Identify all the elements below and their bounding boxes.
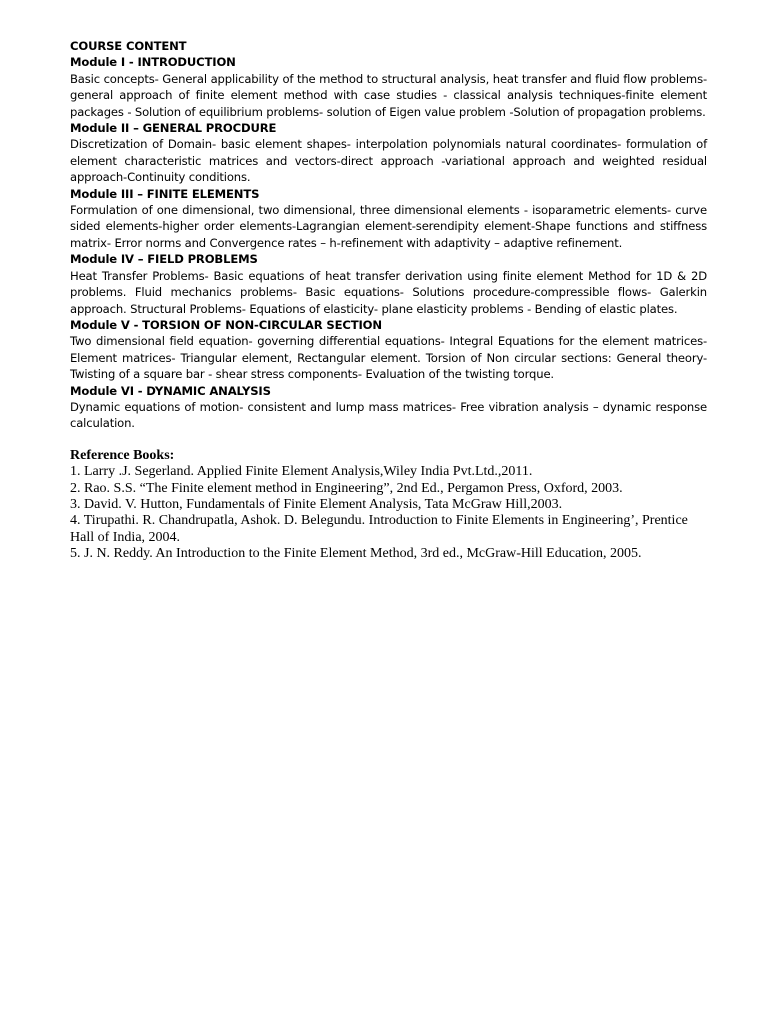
module-1-body: Basic concepts- General applicability of the method to structural analysis, heat transfer and fluid flow problems- general approach of finite element method with case studies - classical analysis techniques-finite element packages - Solution of equilibrium problems- solution of Eigen value problem -Solution of propagation problems. [70,71,707,119]
module-4 [70,251,707,317]
module-2-heading: Module II – GENERAL PROCDURE [70,121,277,136]
module-6-heading: Module VI - DYNAMIC ANALYSIS [70,383,271,398]
reference-item-4: 4. Tirupathi. R. Chandrupatla, Ashok. D. Belegundu. Introduction to Finite Elements in Engineering’, Prentice Hall of India, 2004. [70,513,688,545]
module-3-body: Formulation of one dimensional, two dimensional, three dimensional elements - isoparametric elements- curve sided elements-higher order elements-Lagrangian element-serendipity element-Shape functions and stiffness matrix- Error norms and Convergence rates – h-refinement with adaptivity – adaptive refinement. [70,203,707,250]
reference-books-section [70,448,707,563]
module-6-body: Dynamic equations of motion- consistent and lump mass matrices- Free vibration analysis – dynamic response calculation. [70,399,707,431]
module-5-heading: Module V - TORSION OF NON-CIRCULAR SECTION [70,317,382,332]
reference-item-1: 1. Larry .J. Segerland. Applied Finite Element Analysis,Wiley India Pvt.Ltd.,2011. [70,464,533,480]
module-1-heading: Module I - INTRODUCTION [70,55,236,70]
reference-item-5: 5. J. N. Reddy. An Introduction to the Finite Element Method, 3rd ed., McGraw-Hill Education, 2005. [70,546,642,562]
module-1 [70,54,707,120]
module-4-body: Heat Transfer Problems- Basic equations of heat transfer derivation using finite element Method for 1D & 2D problems. Fluid mechanics problems- Basic equations- Solutions procedure-compressible flows- Galerkin approach. Structural Problems- Equations of elasticity- plane elasticity problems - Bending of elastic plates. [70,268,707,316]
reference-item-2: 2. Rao. S.S. “The Finite element method in Engineering”, 2nd Ed., Pergamon Press, Oxford, 2003. [70,480,623,496]
module-3 [70,186,707,252]
course-content-title: COURSE CONTENT [70,39,187,53]
module-5 [70,317,707,383]
course-content-section [70,38,707,432]
module-4-heading: Module IV – FIELD PROBLEMS [70,252,258,267]
module-6 [70,383,707,432]
module-5-body: Two dimensional field equation- governing differential equations- Integral Equations for the element matrices- Element matrices- Triangular element, Rectangular element. Torsion of Non circular sections: General theory- Twisting of a square bar - shear stress components- Evaluation of the twisting torque. [70,334,707,382]
module-2-body: Discretization of Domain- basic element shapes- interpolation polynomials natural coordinates- formulation of element characteristic matrices and vectors-direct approach -variational approach and weighted residual approach-Continuity conditions. [70,137,707,185]
reference-books-title: Reference Books: [70,447,175,463]
reference-books-list [70,464,707,562]
module-2 [70,120,707,186]
document-page [70,38,707,563]
module-3-heading: Module III – FINITE ELEMENTS [70,186,260,201]
reference-item-3: 3. David. V. Hutton, Fundamentals of Finite Element Analysis, Tata McGraw Hill,2003. [70,496,563,512]
